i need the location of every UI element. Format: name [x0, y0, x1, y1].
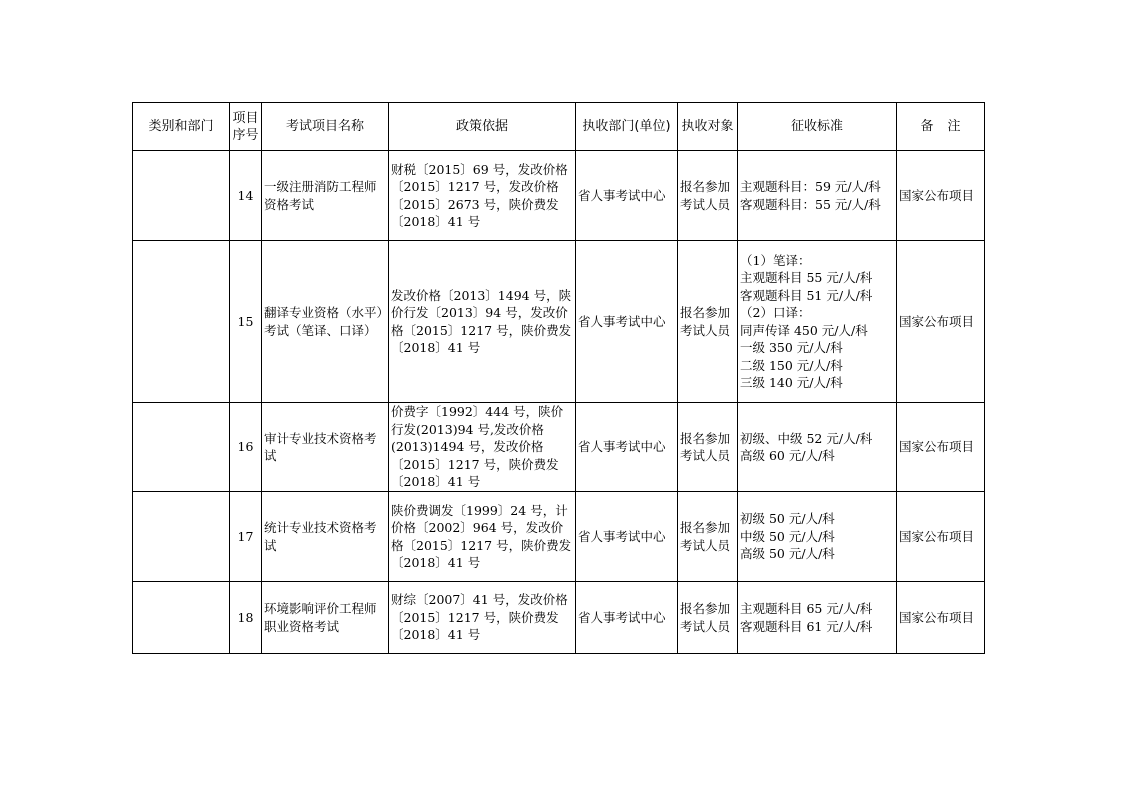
collecting-unit: 省人事考试中心 — [576, 241, 678, 403]
fee-standard-line: 客观题科目 51 元/人/科 — [740, 287, 873, 303]
header-policy: 政策依据 — [389, 103, 576, 151]
fee-standard-line: 中级 50 元/人/科 — [740, 528, 835, 544]
fee-standard-line: 同声传译 450 元/人/科 — [740, 322, 868, 338]
exam-name: 审计专业技术资格考试 — [262, 403, 389, 492]
collecting-unit: 省人事考试中心 — [576, 151, 678, 241]
fee-standard-line: 主观题科目 55 元/人/科 — [740, 270, 873, 285]
fee-standard-line: 高级 60 元/人/科 — [740, 448, 835, 463]
dept-cell — [133, 151, 230, 241]
policy-basis: 财综〔2007〕41 号，发改价格〔2015〕1217 号，陕价费发〔2018〕41 号 — [389, 582, 576, 654]
fee-standard-line: 初级、中级 52 元/人/科 — [740, 430, 873, 446]
policy-basis: 陕价费调发〔1999〕24 号，计价格〔2002〕964 号，发改价格〔2015〕1217 号，陕价费发〔2018〕41 号 — [389, 492, 576, 582]
item-number: 16 — [230, 403, 262, 492]
fee-standard-line: 客观题科目：55 元/人/科 — [740, 196, 881, 212]
remark: 国家公布项目 — [897, 403, 985, 492]
fee-standard — [738, 403, 897, 492]
table-row — [133, 582, 985, 654]
fee-standard — [738, 492, 897, 582]
header-dept: 类别和部门 — [133, 103, 230, 151]
policy-basis: 财税〔2015〕69 号，发改价格〔2015〕1217 号，发改价格〔2015〕2673 号，陕价费发〔2018〕41 号 — [389, 151, 576, 241]
header-row — [133, 103, 985, 151]
fee-standard-line: 一级 350 元/人/科 — [740, 340, 843, 355]
item-number: 14 — [230, 151, 262, 241]
table-row — [133, 151, 985, 241]
item-number: 15 — [230, 241, 262, 403]
collecting-unit: 省人事考试中心 — [576, 403, 678, 492]
fee-standard-line: 客观题科目 61 元/人/科 — [740, 618, 873, 634]
fee-standard — [738, 241, 897, 403]
dept-cell — [133, 492, 230, 582]
fee-standard — [738, 582, 897, 654]
fee-standard-line: 高级 50 元/人/科 — [740, 546, 835, 562]
dept-cell — [133, 403, 230, 492]
header-target: 执收对象 — [678, 103, 738, 151]
fee-table — [132, 102, 985, 654]
item-number: 17 — [230, 492, 262, 582]
policy-basis: 价费字〔1992〕444 号，陕价行发(2013)94 号,发改价格(2013)1494 号，发改价格〔2015〕1217 号，陕价费发〔2018〕41 号 — [389, 403, 576, 492]
fee-standard-line: 三级 140 元/人/科 — [740, 375, 843, 390]
policy-basis: 发改价格〔2013〕1494 号，陕价行发〔2013〕94 号，发改价格〔2015〕1217 号，陕价费发〔2018〕41 号 — [389, 241, 576, 403]
fee-standard-line: 二级 150 元/人/科 — [740, 357, 843, 373]
collection-target: 报名参加考试人员 — [678, 582, 738, 654]
header-unit: 执收部门(单位) — [576, 103, 678, 151]
collection-target: 报名参加考试人员 — [678, 151, 738, 241]
collection-target: 报名参加考试人员 — [678, 492, 738, 582]
remark: 国家公布项目 — [897, 582, 985, 654]
header-remark: 备注 — [897, 103, 985, 151]
dept-cell — [133, 582, 230, 654]
fee-standard — [738, 151, 897, 241]
fee-standard-line: 初级 50 元/人/科 — [740, 511, 835, 527]
fee-standard-line: （1）笔译： — [740, 252, 811, 268]
fee-standard-line: （2）口译： — [740, 305, 811, 320]
collecting-unit: 省人事考试中心 — [576, 492, 678, 582]
collection-target: 报名参加考试人员 — [678, 241, 738, 403]
exam-name: 环境影响评价工程师职业资格考试 — [262, 582, 389, 654]
fee-standard-line: 主观题科目：59 元/人/科 — [740, 179, 881, 194]
collecting-unit: 省人事考试中心 — [576, 582, 678, 654]
exam-name: 统计专业技术资格考试 — [262, 492, 389, 582]
item-number: 18 — [230, 582, 262, 654]
exam-name: 翻译专业资格（水平）考试（笔译、口译） — [262, 241, 389, 403]
header-no: 项目序号 — [230, 103, 262, 151]
table-row — [133, 241, 985, 403]
fee-standard-line: 主观题科目 65 元/人/科 — [740, 601, 873, 616]
header-standard: 征收标准 — [738, 103, 897, 151]
remark: 国家公布项目 — [897, 241, 985, 403]
collection-target: 报名参加考试人员 — [678, 403, 738, 492]
header-name: 考试项目名称 — [262, 103, 389, 151]
remark: 国家公布项目 — [897, 492, 985, 582]
remark: 国家公布项目 — [897, 151, 985, 241]
exam-name: 一级注册消防工程师资格考试 — [262, 151, 389, 241]
table-row — [133, 403, 985, 492]
table-row — [133, 492, 985, 582]
dept-cell — [133, 241, 230, 403]
